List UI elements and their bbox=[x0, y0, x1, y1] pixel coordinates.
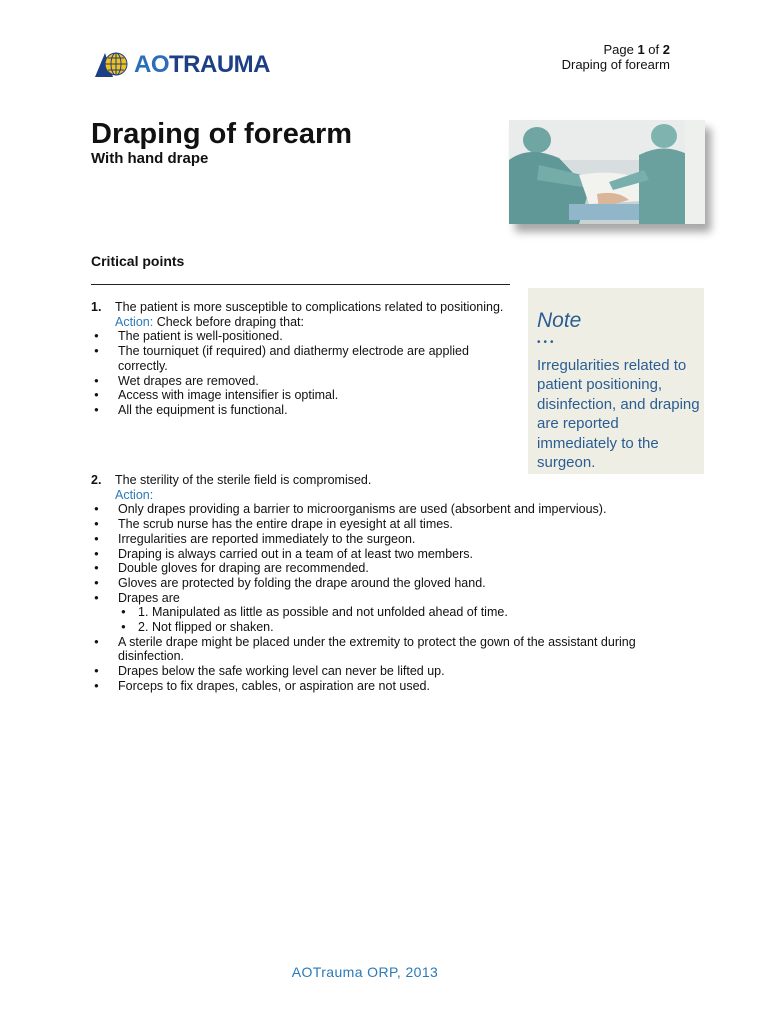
action-label: Action: bbox=[115, 487, 154, 502]
item-text: The patient is more susceptible to complications related to positioning. bbox=[115, 300, 504, 314]
page-title: Draping of forearm bbox=[91, 118, 353, 150]
aotrauma-logo bbox=[95, 50, 270, 80]
section-title: Critical points bbox=[91, 253, 185, 269]
action-text: Check before draping that: bbox=[153, 314, 305, 329]
list-item: ● Gloves are protected by folding the drape around the gloved hand. bbox=[91, 576, 705, 591]
list-item: ● The scrub nurse has the entire drape in eyesight at all times. bbox=[91, 517, 705, 532]
action-line bbox=[115, 315, 510, 330]
list-item-text: Drapes are bbox=[118, 590, 180, 605]
list-item: ● The patient is well-positioned. bbox=[91, 329, 510, 344]
footer: AOTrauma ORP, 2013 bbox=[291, 964, 439, 980]
sub-list-item: ● 1. Manipulated as little as possible and not unfolded ahead of time. bbox=[118, 605, 705, 620]
list-item: ● Double gloves for draping are recommended. bbox=[91, 561, 705, 576]
globe-logo-icon bbox=[95, 51, 129, 79]
bullet-list bbox=[91, 502, 705, 693]
item-text: The sterility of the sterile field is compromised. bbox=[115, 473, 372, 487]
sub-list bbox=[118, 605, 705, 634]
list-item: ● Draping is always carried out in a team of at least two members. bbox=[91, 547, 705, 562]
list-item: ● Wet drapes are removed. bbox=[91, 374, 510, 389]
list-item: ● Drapes below the safe working level can never be lifted up. bbox=[91, 664, 705, 679]
note-title: Note bbox=[537, 309, 582, 332]
list-item: ● A sterile drape might be placed under the extremity to protect the gown of the assistant during disinfection. bbox=[91, 635, 705, 664]
page-subtitle: With hand drape bbox=[91, 150, 209, 167]
page-number: Page 1 of 2 bbox=[603, 42, 670, 57]
note-dots: ••• bbox=[537, 337, 557, 348]
action-label: Action: bbox=[115, 314, 154, 329]
list-item: ● Forceps to fix drapes, cables, or aspiration are not used. bbox=[91, 679, 705, 694]
item-number: 1. bbox=[91, 300, 102, 314]
list-item bbox=[91, 591, 705, 635]
list-item: ● Only drapes providing a barrier to microorganisms are used (absorbent and impervious). bbox=[91, 502, 705, 517]
page-info bbox=[562, 42, 670, 72]
note-body: Irregularities related to patient positioning, disinfection, and draping are reported immediately to the surgeon. bbox=[537, 357, 700, 472]
list-item: ● Access with image intensifier is optimal. bbox=[91, 388, 510, 403]
surgery-photo bbox=[509, 120, 705, 224]
item-number: 2. bbox=[91, 473, 102, 487]
divider bbox=[91, 284, 510, 285]
doc-short-title: Draping of forearm bbox=[561, 57, 670, 72]
note-box bbox=[528, 288, 704, 474]
list-item: ● Irregularities are reported immediately to the surgeon. bbox=[91, 532, 705, 547]
sub-list-item: ● 2. Not flipped or shaken. bbox=[118, 620, 705, 635]
list-item: ● All the equipment is functional. bbox=[91, 403, 510, 418]
logo-text: AOTRAUMA bbox=[134, 51, 270, 78]
list-item: ● The tourniquet (if required) and diathermy electrode are applied correctly. bbox=[91, 344, 510, 373]
bullet-list bbox=[91, 329, 510, 417]
